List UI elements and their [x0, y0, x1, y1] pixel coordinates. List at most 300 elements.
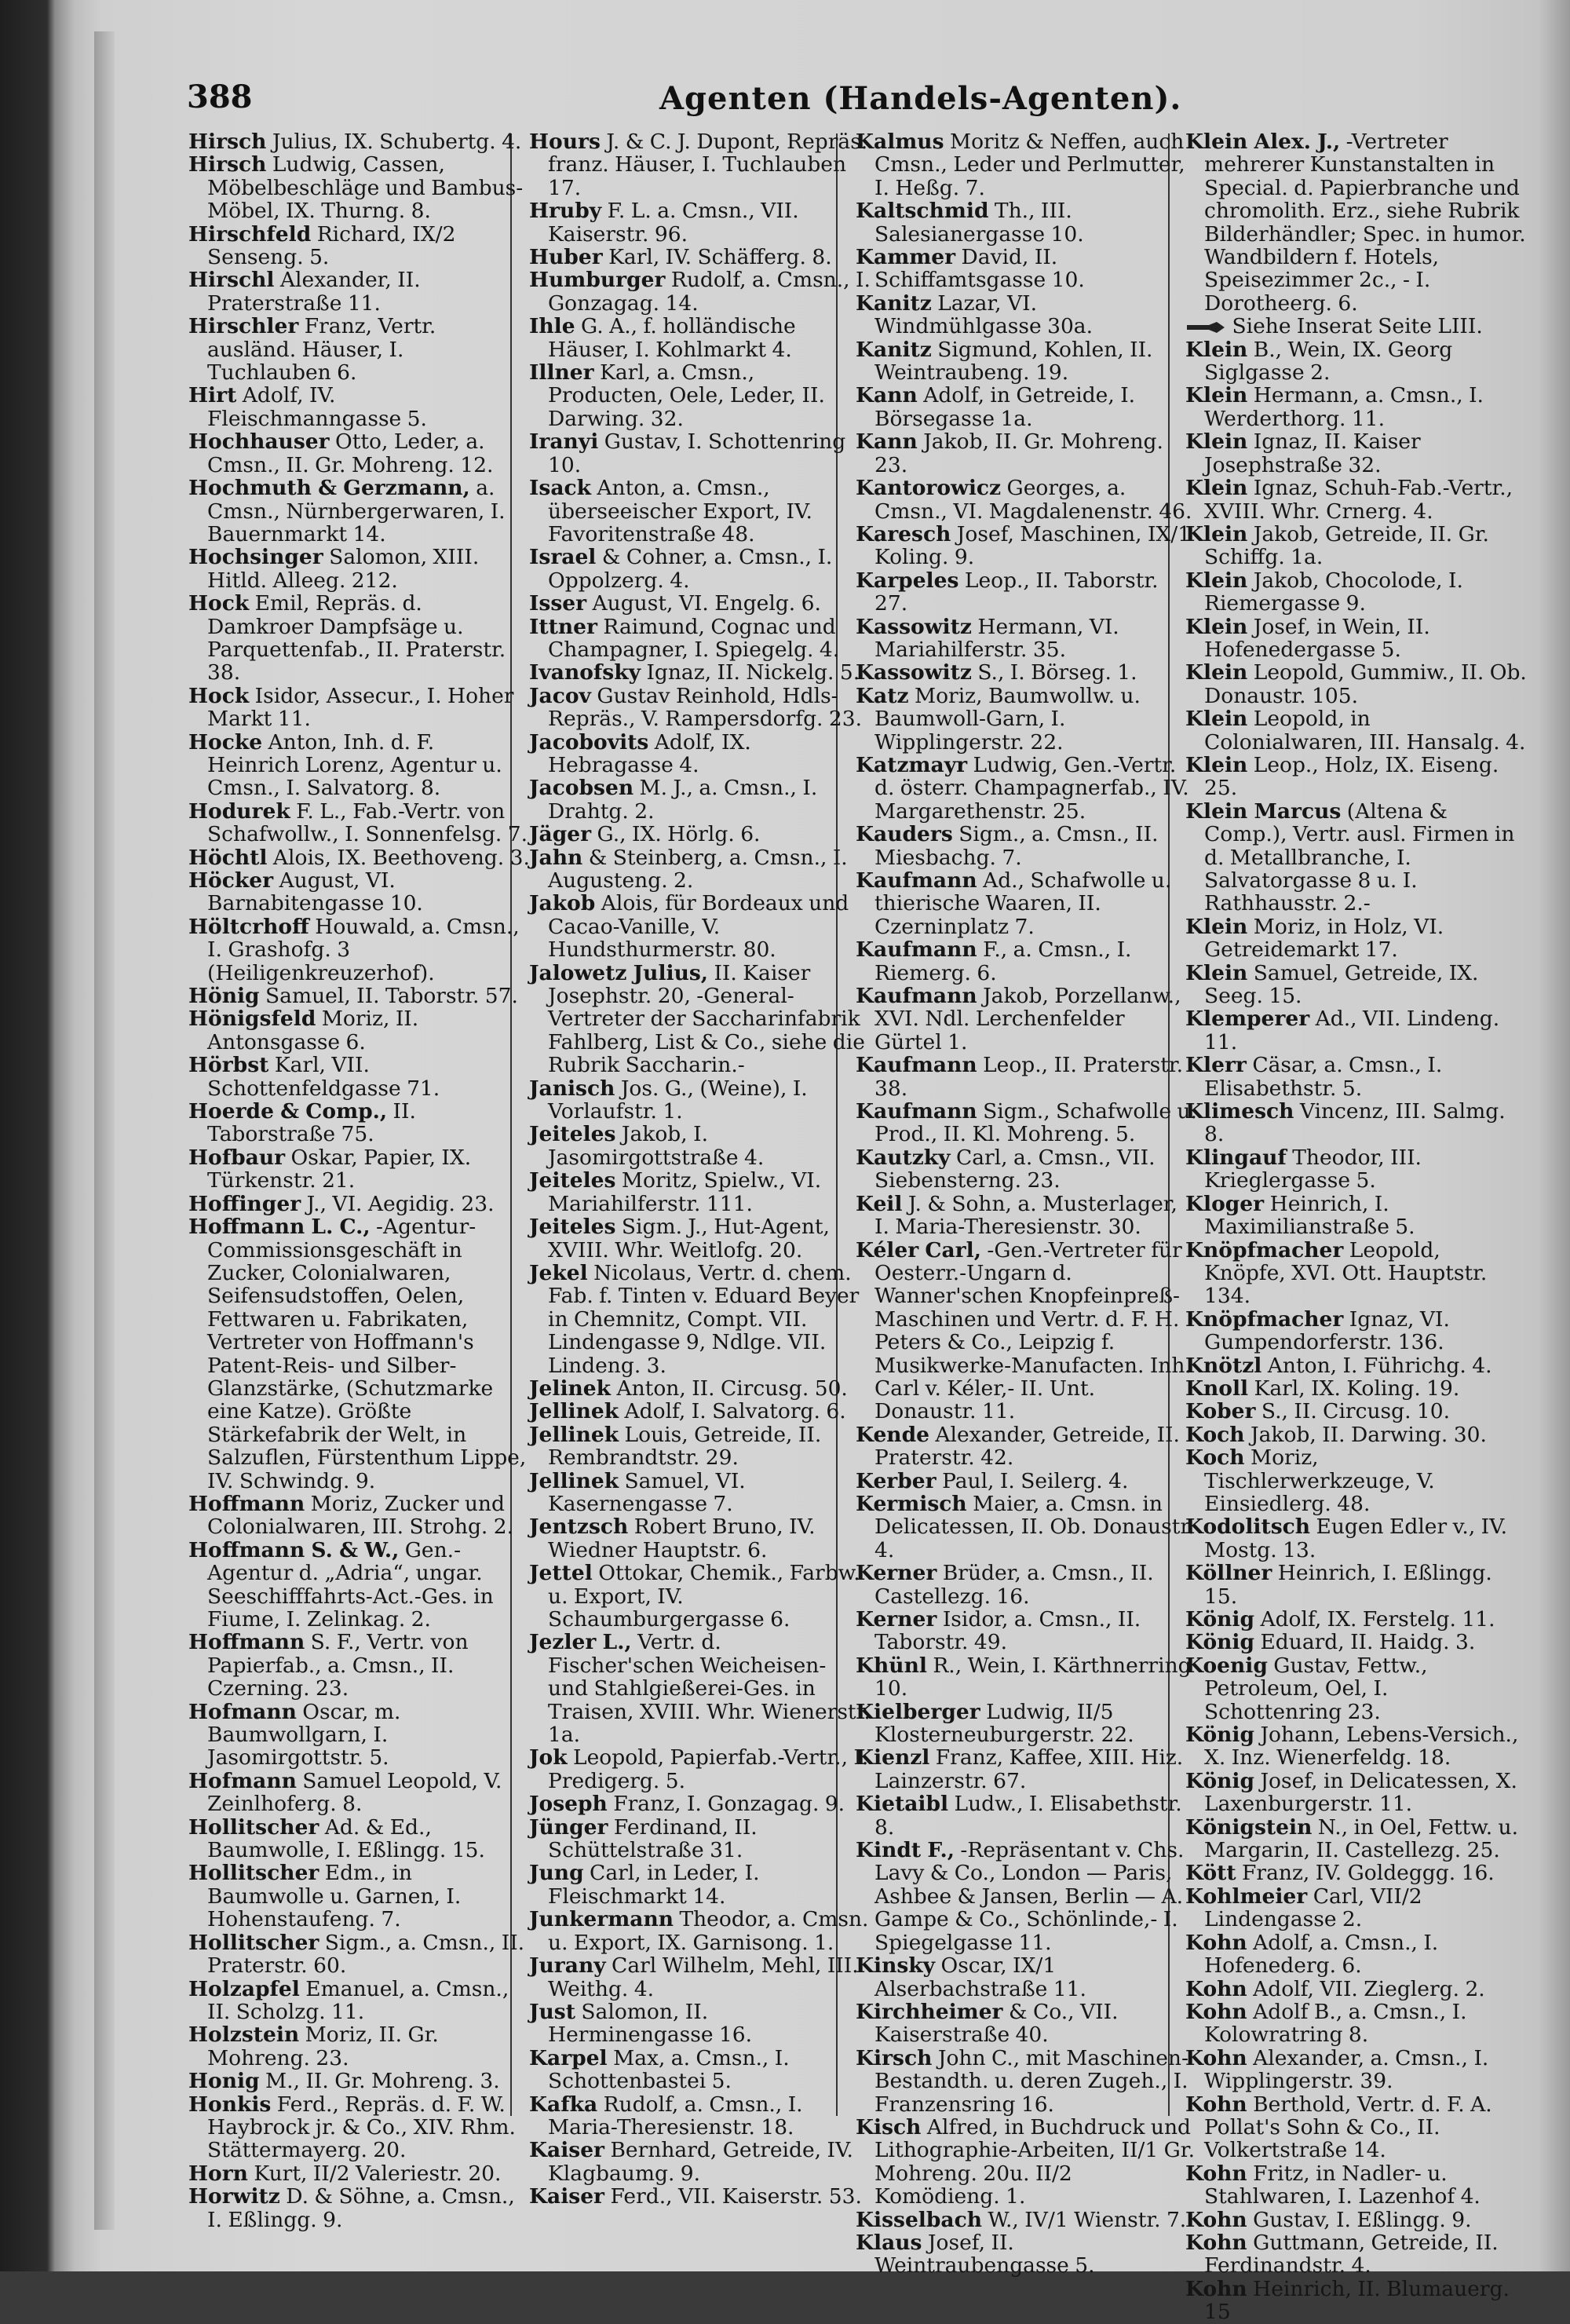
directory-entry — [529, 246, 871, 269]
entry-details: -Repräsentant v. Chs. Lavy & Co., London — Paris, Ashbee & Jansen, Berlin — A. Gampe & Co., Schönlinde,- I. Spiegelgasse 11. — [874, 1838, 1185, 1955]
entry-name: Kohn — [1185, 2207, 1247, 2232]
entry-details: Ludwig, Cassen, Möbelbeschläge und Bambus-Möbel, IX. Thurng. 8. — [207, 152, 524, 224]
entry-details: Ignaz, VI. Gumpendorferstr. 136. — [1204, 1306, 1450, 1355]
entry-name: Jahn — [529, 845, 583, 870]
entry-name: König — [1185, 1723, 1254, 1748]
entry-details: Theodor, III. Krieglergasse 5. — [1204, 1145, 1422, 1193]
entry-details: Anton, a. Cmsn., überseeischer Export, IV. Favoritenstraße 48. — [548, 476, 812, 546]
directory-entry — [1185, 523, 1527, 569]
directory-entry — [856, 938, 1197, 985]
entry-details: J. & Sohn, a. Musterlager, I. Maria-Theresienstr. 30. — [874, 1191, 1178, 1240]
entry-details: Moriz, Baumwollw. u. Baumwoll-Garn, I. Wipplingerstr. 22. — [874, 683, 1141, 755]
entry-details: Adolf, a. Cmsn., I. Hofenederg. 6. — [1204, 1930, 1439, 1979]
entry-details: B., Wein, IX. Georg Siglgasse 2. — [1204, 337, 1453, 386]
entry-details: Maier, a. Cmsn. in Delicatessen, II. Ob. Donaustr. 4. — [874, 1491, 1195, 1562]
entry-name: Hruby — [529, 199, 602, 224]
directory-entry — [1185, 1770, 1527, 1816]
entry-details: Samuel, Getreide, IX. Seeg. 15. — [1204, 960, 1479, 1009]
entry-name: Kafka — [529, 2092, 598, 2117]
entry-name: Koenig — [1185, 1653, 1268, 1678]
entry-details: Adolf, IV. Fleischmanngasse 5. — [207, 383, 427, 431]
directory-entry — [188, 1770, 530, 1816]
entry-name: Kammer — [856, 245, 956, 270]
entry-details: John C., mit Maschinen-Bestandth. u. deren Zugeh., I. Franzensring 16. — [874, 2045, 1188, 2117]
entry-name: Ittner — [529, 614, 597, 639]
directory-entry — [188, 1054, 530, 1100]
entry-name: Klein — [1185, 521, 1248, 546]
entry-details: Salomon, II. Herminengasse 16. — [548, 1999, 753, 2048]
directory-entry — [856, 1423, 1197, 1470]
directory-entry — [1185, 1308, 1527, 1354]
entry-details: Leopold, Papierfab.-Vertr., I. Predigerg. 5. — [548, 1745, 869, 1793]
directory-entry — [529, 2139, 871, 2185]
entry-details: -Vertreter mehrerer Kunstanstalten in Special. d. Papierbranche und chromolith. Erz., siehe Rubrik Bilderhändler; Spec. in humor. Wandbildern f. Hotels, Speisezimmer 2c., - I. Dorotheerg. 6. — [1204, 130, 1526, 316]
entry-name: Kohn — [1185, 2230, 1247, 2255]
entry-details: M. J., a. Cmsn., I. Drahtg. 2. — [548, 776, 818, 824]
entry-name: Honkis — [188, 2092, 272, 2117]
directory-entry — [856, 1839, 1197, 1954]
entry-name: Klein Marcus — [1185, 798, 1342, 824]
entry-details: Heinrich, I. Eßlingg. 15. — [1204, 1561, 1492, 1609]
entry-name: Kaufmann — [856, 1099, 977, 1124]
entry-name: Köllner — [1185, 1561, 1272, 1586]
entry-details: S., II. Circusg. 10. — [1261, 1399, 1451, 1424]
entry-details: Ignaz, II. Nickelg. 5. — [646, 660, 860, 685]
directory-entry — [856, 1562, 1197, 1608]
entry-details: Gustav, I. Schottenring 10. — [548, 429, 846, 477]
entry-details: & Steinberg, a. Cmsn., I. Augusteng. 2. — [548, 845, 848, 893]
directory-entry — [856, 1239, 1197, 1423]
directory-entry — [1185, 1631, 1527, 1653]
entry-details: Isidor, a. Cmsn., II. Taborstr. 49. — [874, 1607, 1141, 1655]
directory-entry — [188, 223, 530, 269]
directory-entry — [529, 361, 871, 430]
directory-entry — [188, 1978, 530, 2024]
entry-name: Jacobsen — [529, 776, 634, 801]
directory-entry — [529, 1077, 871, 1124]
entry-name: Kaufmann — [856, 1053, 977, 1078]
directory-entry — [1185, 384, 1527, 430]
entry-details: F., a. Cmsn., I. Riemerg. 6. — [874, 937, 1132, 985]
entry-details: Jakob, II. Darwing. 30. — [1250, 1422, 1487, 1447]
directory-entry — [188, 1631, 530, 1700]
directory-entry — [529, 1400, 871, 1423]
directory-entry — [1185, 1239, 1527, 1308]
entry-details: Houwald, a. Cmsn., I. Grashofg. 3 (Heiligenkreuzerhof). — [207, 914, 520, 985]
entry-details: Carl, in Leder, I. Fleischmarkt 14. — [548, 1861, 760, 1909]
directory-entry — [1185, 2093, 1527, 2162]
entry-details: Gen.-Agentur d. „Adria“, ungar. Seeschifffahrts-Act.-Ges. in Fiume, I. Zelinkag. 2. — [207, 1537, 494, 1632]
entry-details: W., IV/1 Wienstr. 7. — [988, 2207, 1187, 2232]
directory-entry — [1185, 130, 1527, 315]
entry-details: Ludw., I. Elisabethstr. 8. — [874, 1792, 1182, 1840]
entry-details: R., Wein, I. Kärthnerring 10. — [874, 1653, 1192, 1701]
entry-name: Hirsch — [188, 130, 267, 154]
entry-name: Kött — [1185, 1861, 1236, 1886]
entry-details: G. A., f. holländische Häuser, I. Kohlmarkt 4. — [548, 314, 796, 362]
entry-details: Alfred, in Buchdruck und Lithographie-Arbeiten, II/1 Gr. Mohreng. 20u. II/2 Komödieng. 1. — [874, 2114, 1195, 2209]
entry-details: Karl, IX. Koling. 19. — [1254, 1376, 1460, 1401]
directory-entry — [856, 2116, 1197, 2209]
directory-entry — [188, 269, 530, 315]
entry-name: Jettel — [529, 1561, 593, 1586]
directory-entry — [856, 754, 1197, 823]
directory-entry — [188, 869, 530, 915]
directory-entry — [188, 384, 530, 430]
entry-name: Klein — [1185, 707, 1248, 732]
directory-entry — [856, 869, 1197, 938]
entry-details: Franz, I. Gonzagag. 9. — [613, 1792, 845, 1817]
entry-name: Jellinek — [529, 1399, 619, 1424]
directory-entry — [1185, 2162, 1527, 2209]
entry-name: Jalowetz Julius, — [529, 960, 708, 985]
directory-entry — [529, 1215, 871, 1262]
directory-entry — [856, 292, 1197, 338]
entry-details: Adolf, in Getreide, I. Börsegasse 1a. — [874, 383, 1136, 431]
directory-entry — [1185, 2001, 1527, 2047]
entry-details: Paul, I. Seilerg. 4. — [942, 1468, 1129, 1493]
entry-name: Klein — [1185, 660, 1248, 685]
directory-entry — [1185, 477, 1527, 523]
entry-details: Oskar, Papier, IX. Türkenstr. 21. — [207, 1145, 472, 1193]
entry-name: Klein — [1185, 429, 1248, 455]
entry-details: F. L., Fab.-Vertr. von Schafwollw., I. Sonnenfelsg. 7. — [207, 798, 528, 847]
entry-name: Jeiteles — [529, 1215, 616, 1240]
entry-name: Kerber — [856, 1468, 937, 1493]
entry-details: Alexander, Getreide, II. Praterstr. 42. — [874, 1422, 1180, 1471]
entry-details: Leop., II. Praterstr. 38. — [874, 1053, 1184, 1101]
directory-entry — [1185, 1146, 1527, 1193]
entry-name: Höltcrhoff — [188, 914, 309, 939]
entry-name: Hochsinger — [188, 545, 323, 570]
directory-entry — [856, 130, 1197, 199]
directory-entry — [188, 685, 530, 731]
entry-details: Lazar, VI. Windmühlgasse 30a. — [874, 290, 1094, 339]
directory-entry — [1185, 338, 1527, 385]
entry-details: Eduard, II. Haidg. 3. — [1260, 1630, 1476, 1655]
entry-details: Sigm. J., Hut-Agent, XVIII. Whr. Weitlofg. 20. — [548, 1215, 830, 1262]
entry-name: Klaus — [856, 2230, 922, 2255]
entry-details: Moriz, Tischlerwerkzeuge, V. Einsiedlerg. 48. — [1204, 1445, 1435, 1516]
entry-details: Ferd., VII. Kaiserstr. 53. — [610, 2184, 862, 2209]
entry-name: Kindt F., — [856, 1838, 955, 1863]
entry-details: J. & C. J. Dupont, Repräs. franz. Häuser, I. Tuchlauben 17. — [548, 130, 868, 200]
entry-name: Karpel — [529, 2045, 608, 2070]
directory-entry — [188, 1862, 530, 1931]
entry-details: Samuel, II. Taborstr. 57. — [265, 984, 518, 1009]
entry-details: Adolf, IX. Ferstelg. 11. — [1260, 1607, 1495, 1632]
directory-entry — [856, 1746, 1197, 1792]
entry-details: Carl Wilhelm, Mehl, III. Weithg. 4. — [548, 1953, 859, 2001]
directory-entry — [1185, 430, 1527, 477]
entry-details: Julius, IX. Schubertg. 4. — [272, 130, 522, 154]
directory-entry — [188, 1193, 530, 1215]
entry-name: Kodolitsch — [1185, 1515, 1311, 1540]
entry-details: Adolf, I. Salvatorg. 6. — [624, 1399, 846, 1424]
entry-name: Huber — [529, 245, 603, 270]
directory-entry — [1185, 1400, 1527, 1423]
directory-entry — [856, 1792, 1197, 1839]
entry-name: Kohn — [1185, 2092, 1247, 2117]
entry-name: Kielberger — [856, 1699, 980, 1724]
entry-details: Oscar, m. Baumwollgarn, I. Jasomirgottstr. 5. — [207, 1699, 401, 1770]
entry-name: Katzmayr — [856, 752, 968, 777]
entry-details: Vertr. d. Fischer'schen Weicheisen- und Stahlgießerei-Ges. in Traisen, XVIII. Whr. Wienerstr. 1a. — [548, 1630, 871, 1748]
entry-details: Rudolf, a. Cmsn., I. Gonzagag. 14. — [548, 268, 871, 316]
entry-details: J., VI. Aegidig. 23. — [306, 1191, 495, 1216]
entry-name: Isser — [529, 591, 587, 616]
entry-name: Höcker — [188, 868, 274, 893]
entry-name: Kalmus — [856, 130, 944, 154]
entry-details: Emil, Repräs. d. Damkroer Dampfsäge u. Parquettenfab., II. Praterstr. 38. — [207, 591, 506, 685]
entry-name: Knoll — [1185, 1376, 1249, 1401]
directory-entry — [1185, 1007, 1527, 1054]
entry-name: Koch — [1185, 1445, 1245, 1471]
entry-name: Kassowitz — [856, 660, 972, 685]
directory-entry — [529, 477, 871, 546]
entry-details: Kurt, II/2 Valeriestr. 20. — [254, 2161, 502, 2186]
entry-details: Sigm., a. Cmsn., II. Praterstr. 60. — [207, 1930, 525, 1979]
entry-name: Kohn — [1185, 1930, 1247, 1955]
entry-details: Leopold, in Colonialwaren, III. Hansalg. 4. — [1204, 707, 1526, 755]
entry-name: König — [1185, 1768, 1254, 1793]
entry-details: Anton, Inh. d. F. Heinrich Lorenz, Agentur u. Cmsn., I. Salvatorg. 8. — [207, 729, 502, 801]
entry-name: Kirchheimer — [856, 1999, 1003, 2024]
entry-details: Samuel Leopold, V. Zeinlhoferg. 8. — [207, 1768, 502, 1817]
entry-name: Jung — [529, 1861, 584, 1886]
directory-entry — [1185, 1446, 1527, 1515]
directory-entry — [529, 1377, 871, 1400]
entry-name: Kober — [1185, 1399, 1256, 1424]
entry-name: Kohlmeier — [1185, 1884, 1308, 1909]
directory-entry — [1185, 1862, 1527, 1884]
entry-name: Kende — [856, 1422, 929, 1447]
entry-details: Anton, I. Führichg. 4. — [1267, 1353, 1492, 1378]
entry-name: Hirsch — [188, 152, 267, 177]
directory-entry — [1185, 2278, 1527, 2324]
directory-entry — [529, 1746, 871, 1792]
directory-entry — [856, 1493, 1197, 1562]
directory-column-2 — [529, 130, 871, 2209]
directory-entry — [1185, 1054, 1527, 1100]
directory-entry — [1185, 1885, 1527, 1931]
entry-name: Hoffinger — [188, 1191, 301, 1216]
entry-name: Jok — [529, 1745, 568, 1770]
directory-entry — [529, 1262, 871, 1377]
entry-name: Hirschler — [188, 314, 299, 339]
directory-entry — [529, 1562, 871, 1631]
directory-entry — [188, 1539, 530, 1632]
directory-entry — [856, 685, 1197, 754]
directory-entry — [856, 384, 1197, 430]
entry-details: Emanuel, a. Cmsn., II. Scholzg. 11. — [207, 1976, 509, 2024]
entry-name: Kassowitz — [856, 614, 972, 639]
directory-entry — [188, 915, 530, 985]
entry-details: Cäsar, a. Cmsn., I. Elisabethstr. 5. — [1204, 1053, 1443, 1101]
entry-details: Sigm., a. Cmsn., II. Miesbachg. 7. — [874, 822, 1159, 870]
entry-name: Koch — [1185, 1422, 1245, 1447]
entry-details: Berthold, Vertr. d. F. A. Pollat's Sohn & Co., II. Volkertstraße 14. — [1204, 2092, 1492, 2163]
entry-details: Fritz, in Nadler- u. Stahlwaren, I. Lazenhof 4. — [1204, 2161, 1481, 2209]
directory-entry — [1185, 915, 1527, 962]
entry-details: M., II. Gr. Mohreng. 3. — [265, 2069, 500, 2094]
entry-details: Alexander, a. Cmsn., I. Wipplingerstr. 39. — [1204, 2045, 1489, 2094]
entry-name: Katz — [856, 683, 909, 708]
entry-details: Ad. & Ed., Baumwolle, I. Eßlingg. 15. — [207, 1814, 485, 1863]
entry-name: Hochmuth & Gerzmann, — [188, 476, 470, 501]
entry-details: Alois, IX. Beethoveng. 3. — [272, 845, 530, 870]
entry-name: Knöpfmacher — [1185, 1306, 1344, 1332]
directory-entry — [529, 269, 871, 315]
entry-name: Hönigsfeld — [188, 1007, 316, 1032]
directory-entry — [1185, 1377, 1527, 1400]
entry-name: Knöpfmacher — [1185, 1237, 1344, 1262]
entry-name: Kietaibl — [856, 1792, 949, 1817]
entry-name: Karesch — [856, 521, 951, 546]
directory-entry — [1185, 1608, 1527, 1631]
entry-name: Kloger — [1185, 1191, 1265, 1216]
entry-name: Kisch — [856, 2114, 922, 2139]
entry-details: Robert Bruno, IV. Wiedner Hauptstr. 6. — [548, 1515, 816, 1562]
directory-entry — [529, 1816, 871, 1862]
entry-details: Isidor, Assecur., I. Hoher Markt 11. — [207, 683, 514, 732]
entry-details: Guttmann, Getreide, II. Ferdinandstr. 4. — [1204, 2230, 1499, 2278]
entry-details: F. L. a. Cmsn., VII. Kaiserstr. 96. — [548, 199, 799, 247]
directory-entry — [1185, 315, 1527, 338]
directory-entry — [188, 1007, 530, 1054]
directory-entry — [529, 430, 871, 477]
directory-entry — [529, 1631, 871, 1746]
entry-name: Klein — [1185, 914, 1248, 939]
entry-name: Hoffmann S. & W., — [188, 1537, 400, 1562]
entry-name: Khünl — [856, 1653, 927, 1678]
entry-name: Hofmann — [188, 1768, 297, 1793]
entry-details: Carl, VII/2 Lindengasse 2. — [1204, 1884, 1422, 1932]
entry-name: Kéler Carl, — [856, 1237, 981, 1262]
entry-details: Jakob, Getreide, II. Gr. Schiffg. 1a. — [1204, 521, 1489, 570]
entry-name: Iranyi — [529, 429, 599, 455]
directory-entry — [856, 1193, 1197, 1239]
entry-details: Nicolaus, Vertr. d. chem. Fab. f. Tinten v. Eduard Beyer in Chemnitz, Compt. VII. Lindengasse 9, Ndlge. VII. Lindeng. 3. — [548, 1260, 860, 1378]
entry-name: Ihle — [529, 314, 575, 339]
directory-entry — [856, 477, 1197, 523]
entry-name: Jentzsch — [529, 1515, 629, 1540]
directory-entry — [529, 592, 871, 615]
entry-name: Klerr — [1185, 1053, 1247, 1078]
directory-entry — [529, 1515, 871, 1562]
entry-details: Jakob, Chocolode, I. Riemergasse 9. — [1204, 568, 1463, 616]
directory-entry — [856, 2209, 1197, 2231]
directory-entry — [856, 1100, 1197, 1146]
entry-details: Heinrich, II. Blumauerg. 15 — [1204, 2276, 1510, 2324]
entry-name: Just — [529, 1999, 575, 2024]
entry-details: Moriz, in Holz, VI. Getreidemarkt 17. — [1204, 914, 1444, 963]
entry-name: Kanitz — [856, 337, 932, 362]
entry-name: Hock — [188, 683, 250, 708]
directory-entry — [1185, 661, 1527, 707]
entry-name: Kaufmann — [856, 868, 977, 893]
directory-entry — [188, 430, 530, 477]
entry-details: Rudolf, a. Cmsn., I. Maria-Theresienstr. 18. — [548, 2092, 803, 2139]
entry-name: Kaiser — [529, 2138, 605, 2163]
entry-details: Alois, für Bordeaux und Cacao-Vanille, V. Hundsthurmerstr. 80. — [548, 891, 849, 963]
entry-name: Hochhauser — [188, 429, 330, 455]
entry-name: Klein — [1185, 383, 1248, 408]
entry-name: Kauders — [856, 822, 953, 847]
entry-details: Carl, a. Cmsn., VII. Siebensterng. 23. — [874, 1145, 1156, 1193]
entry-details: Ad., Schafwolle u. thierische Waaren, II. Czerninplatz 7. — [874, 868, 1172, 939]
directory-entry — [856, 523, 1197, 569]
directory-entry — [188, 153, 530, 222]
entry-name: Jeiteles — [529, 1168, 616, 1193]
directory-entry — [856, 2001, 1197, 2047]
entry-details: Ignaz, II. Kaiser Josephstraße 32. — [1204, 429, 1421, 477]
entry-details: Th., III. Salesianergasse 10. — [874, 199, 1084, 247]
entry-details: Jakob, I. Jasomirgottstraße 4. — [548, 1122, 765, 1170]
entry-details: Moriz, II. Antonsgasse 6. — [207, 1007, 419, 1054]
directory-column-1 — [188, 130, 530, 2231]
entry-name: Hock — [188, 591, 250, 616]
directory-entry — [1185, 1931, 1527, 1978]
directory-entry — [1185, 2047, 1527, 2093]
entry-name: Jacov — [529, 683, 591, 708]
directory-entry — [856, 199, 1197, 246]
directory-entry — [856, 1470, 1197, 1493]
entry-details: August, VI. Engelg. 6. — [592, 591, 821, 616]
directory-entry — [188, 985, 530, 1007]
entry-details: Josef, in Delicatessen, X. Laxenburgerstr. 11. — [1204, 1768, 1517, 1817]
entry-details: Leop., II. Taborstr. 27. — [874, 568, 1159, 616]
directory-entry — [188, 2162, 530, 2185]
entry-details: Gustav, Fettw., Petroleum, Oel, I. Schottenring 23. — [1204, 1653, 1428, 1724]
entry-name: Hocke — [188, 729, 263, 755]
entry-name: Knötzl — [1185, 1353, 1262, 1378]
directory-entry — [188, 315, 530, 384]
entry-details: Vincenz, III. Salmg. 8. — [1204, 1099, 1506, 1147]
entry-details: Leop., Holz, IX. Eiseng. 25. — [1204, 752, 1499, 801]
page-number: 388 — [187, 79, 253, 115]
directory-entry — [529, 823, 871, 846]
entry-name: Kautzky — [856, 1145, 951, 1170]
entry-name: Joseph — [529, 1792, 608, 1817]
entry-details: Ferdinand, II. Schüttelstraße 31. — [548, 1814, 758, 1863]
entry-name: Kaiser — [529, 2184, 605, 2209]
directory-entry — [856, 1608, 1197, 1654]
directory-entry — [188, 846, 530, 869]
entry-name: Jellinek — [529, 1468, 619, 1493]
directory-entry — [188, 546, 530, 592]
entry-name: König — [1185, 1607, 1254, 1632]
entry-details: Ludwig, II/5 Klosterneuburgerstr. 22. — [874, 1699, 1134, 1748]
entry-name: Honig — [188, 2069, 260, 2094]
entry-name: Holzapfel — [188, 1976, 300, 2001]
directory-column-3 — [856, 130, 1197, 2278]
entry-details: David, II. Schiffamtsgasse 10. — [874, 245, 1085, 293]
entry-details: II. Kaiser Josephstr. 20, -General-Vertreter der Saccharinfabrik Fahlberg, List & Co., siehe die Rubrik Saccharin.- — [548, 960, 865, 1078]
entry-name: Jünger — [529, 1814, 608, 1840]
book-gutter — [94, 31, 115, 2230]
directory-entry — [529, 199, 871, 246]
directory-entry — [1185, 754, 1527, 800]
directory-column-4 — [1185, 130, 1527, 2324]
directory-entry — [188, 1100, 530, 1146]
directory-entry — [529, 962, 871, 1077]
entry-name: Klimesch — [1185, 1099, 1294, 1124]
entry-name: Kohn — [1185, 2045, 1247, 2070]
entry-name: Isack — [529, 476, 591, 501]
directory-entry — [1185, 800, 1527, 915]
entry-details: G., IX. Hörlg. 6. — [597, 822, 761, 847]
